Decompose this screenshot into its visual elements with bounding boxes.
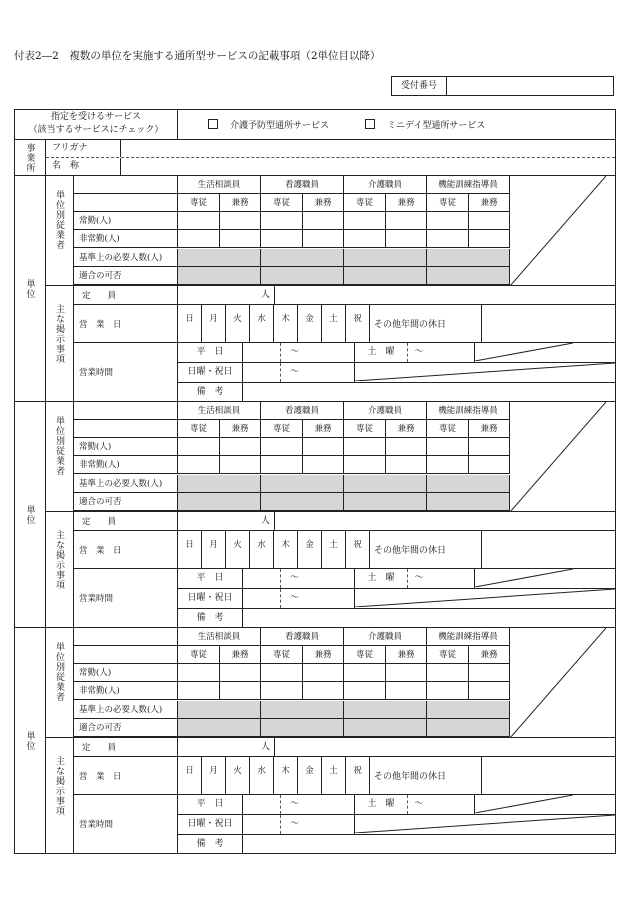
day-mon[interactable]: 月 xyxy=(202,757,226,794)
sen-header: 専従 xyxy=(344,420,386,438)
weekday-end[interactable] xyxy=(308,795,355,814)
staff-cell[interactable] xyxy=(427,664,469,682)
day-thu[interactable]: 木 xyxy=(274,305,298,342)
diagonal-line xyxy=(510,628,606,738)
sunday-end[interactable] xyxy=(308,363,355,382)
remarks-field[interactable] xyxy=(243,835,615,853)
staff-cell-gray[interactable] xyxy=(344,475,427,493)
staff-cell-gray[interactable] xyxy=(178,701,261,719)
info-label-text: 主な掲示事項 xyxy=(54,530,64,590)
staff-cell[interactable] xyxy=(469,456,510,474)
sunday-start[interactable] xyxy=(243,815,281,834)
info-section xyxy=(46,286,615,401)
grid-corner xyxy=(74,628,178,646)
ken-header: 兼務 xyxy=(303,194,344,212)
business-days-label: 営 業 日 xyxy=(74,531,178,568)
staff-cell[interactable] xyxy=(469,212,510,230)
sen-header: 専従 xyxy=(178,194,220,212)
diagonal-cell xyxy=(510,628,615,737)
checkbox-icon[interactable] xyxy=(208,119,218,129)
grid-corner xyxy=(74,646,178,664)
sen-header: 専従 xyxy=(344,646,386,664)
staff-cell[interactable] xyxy=(344,664,386,682)
day-tue[interactable]: 火 xyxy=(226,757,250,794)
row-label: 非常勤(人) xyxy=(74,230,178,248)
row-label: 適合の可否 xyxy=(74,493,178,511)
day-fri[interactable]: 金 xyxy=(298,305,322,342)
staff-cell[interactable] xyxy=(261,212,303,230)
staff-cell-gray[interactable] xyxy=(427,701,510,719)
unit-label xyxy=(15,402,46,627)
role-header: 生活相談員 xyxy=(178,176,261,194)
staff-cell[interactable] xyxy=(303,456,344,474)
row-label: 非常勤(人) xyxy=(74,456,178,474)
role-header: 看護職員 xyxy=(261,176,344,194)
other-holidays-field[interactable] xyxy=(482,305,615,342)
capacity-label: 定 員 xyxy=(74,512,178,530)
staff-cell[interactable] xyxy=(178,438,220,456)
staff-cell[interactable] xyxy=(261,664,303,682)
staff-cell[interactable] xyxy=(427,438,469,456)
tilde: ～ xyxy=(289,347,299,357)
staff-cell-gray[interactable] xyxy=(344,701,427,719)
diagonal-cell xyxy=(510,176,615,285)
staff-cell-gray[interactable] xyxy=(261,249,344,267)
day-sun[interactable]: 日 xyxy=(178,757,202,794)
staff-cell-gray[interactable] xyxy=(344,267,427,285)
saturday-end[interactable] xyxy=(430,795,475,814)
weekday-label: 平 日 xyxy=(178,795,243,814)
day-wed[interactable]: 水 xyxy=(250,757,274,794)
day-tue[interactable]: 火 xyxy=(226,531,250,568)
staff-cell[interactable] xyxy=(344,212,386,230)
office-row xyxy=(15,139,615,175)
service-label xyxy=(15,110,177,139)
page-title: 付表2―2 複数の単位を実施する通所型サービスの記載事項（2単位目以降） xyxy=(14,50,381,62)
day-sat[interactable]: 土 xyxy=(322,531,346,568)
staff-label-text: 単位別従業者 xyxy=(54,642,64,702)
tilde: ～ xyxy=(414,799,424,809)
ken-header: 兼務 xyxy=(386,194,427,212)
day-mon[interactable]: 月 xyxy=(202,305,226,342)
staff-cell[interactable] xyxy=(178,230,220,248)
saturday-label: 土 曜 xyxy=(355,343,408,362)
diagonal-cell xyxy=(355,815,615,834)
staff-cell-gray[interactable] xyxy=(261,267,344,285)
service-option-1[interactable] xyxy=(208,118,329,131)
day-tue[interactable]: 火 xyxy=(226,305,250,342)
weekday-label: 平 日 xyxy=(178,343,243,362)
day-wed[interactable]: 水 xyxy=(250,305,274,342)
row-label: 適合の可否 xyxy=(74,267,178,285)
staff-cell[interactable] xyxy=(220,456,261,474)
day-wed[interactable]: 水 xyxy=(250,531,274,568)
furigana-field[interactable] xyxy=(121,140,615,157)
ken-header: 兼務 xyxy=(469,420,510,438)
staff-cell-gray[interactable] xyxy=(344,719,427,737)
diagonal-line xyxy=(355,815,615,833)
staff-section xyxy=(46,628,615,738)
staff-cell[interactable] xyxy=(386,682,427,700)
business-days-label: 営 業 日 xyxy=(74,757,178,794)
staff-cell[interactable] xyxy=(427,682,469,700)
info-label-text: 主な掲示事項 xyxy=(54,756,64,816)
staff-cell[interactable] xyxy=(261,438,303,456)
weekday-start[interactable] xyxy=(243,569,281,588)
ken-header: 兼務 xyxy=(469,646,510,664)
sen-header: 専従 xyxy=(427,646,469,664)
staff-cell[interactable] xyxy=(303,438,344,456)
tilde: ～ xyxy=(289,367,299,377)
capacity-field[interactable] xyxy=(178,286,275,304)
staff-cell-gray[interactable] xyxy=(261,701,344,719)
staff-cell-gray[interactable] xyxy=(178,719,261,737)
tilde: ～ xyxy=(289,819,299,829)
service-option-2-label: ミニデイ型通所サービス xyxy=(387,121,486,131)
role-header: 看護職員 xyxy=(261,402,344,420)
sunday-holiday-label: 日曜・祝日 xyxy=(178,589,243,608)
staff-cell[interactable] xyxy=(344,438,386,456)
tilde: ～ xyxy=(289,593,299,603)
tilde: ～ xyxy=(289,799,299,809)
other-holidays-field[interactable] xyxy=(482,757,615,794)
diagonal-line xyxy=(475,795,573,813)
ken-header: 兼務 xyxy=(303,646,344,664)
role-header: 介護職員 xyxy=(344,402,427,420)
capacity-field[interactable] xyxy=(178,738,275,756)
weekday-label: 平 日 xyxy=(178,569,243,588)
capacity-unit: 人 xyxy=(260,516,270,526)
day-mon[interactable]: 月 xyxy=(202,531,226,568)
ken-header: 兼務 xyxy=(386,420,427,438)
diagonal-cell xyxy=(475,569,615,588)
sunday-start[interactable] xyxy=(243,589,281,608)
staff-cell[interactable] xyxy=(220,212,261,230)
staff-cell-gray[interactable] xyxy=(344,249,427,267)
grid-corner xyxy=(74,420,178,438)
weekday-start[interactable] xyxy=(243,343,281,362)
sen-header: 専従 xyxy=(427,194,469,212)
business-hours-label: 営業時間 xyxy=(74,795,178,853)
day-checkboxes xyxy=(178,305,370,342)
diagonal-cell xyxy=(355,363,615,382)
staff-cell[interactable] xyxy=(469,682,510,700)
row-label: 非常勤(人) xyxy=(74,682,178,700)
diagonal-cell xyxy=(475,343,615,362)
staff-label xyxy=(46,176,74,285)
sen-header: 専従 xyxy=(261,646,303,664)
office-label xyxy=(15,140,45,175)
service-option-1-label: 介護予防型通所サービス xyxy=(230,121,330,131)
staff-cell[interactable] xyxy=(303,682,344,700)
role-header: 生活相談員 xyxy=(178,628,261,646)
day-fri[interactable]: 金 xyxy=(298,757,322,794)
staff-cell-gray[interactable] xyxy=(427,719,510,737)
service-row xyxy=(15,110,615,139)
day-sat[interactable]: 土 xyxy=(322,305,346,342)
staff-cell[interactable] xyxy=(178,212,220,230)
row-label: 常勤(人) xyxy=(74,664,178,682)
remarks-field[interactable] xyxy=(243,383,615,401)
diagonal-line xyxy=(355,589,615,607)
staff-cell-gray[interactable] xyxy=(427,475,510,493)
staff-section xyxy=(46,402,615,512)
other-holidays-label: その他年間の休日 xyxy=(370,757,482,794)
staff-section xyxy=(46,176,615,286)
name-label: 名 称 xyxy=(46,158,121,175)
receipt-number-field[interactable] xyxy=(447,77,613,95)
saturday-end[interactable] xyxy=(430,343,475,362)
day-checkboxes xyxy=(178,531,370,568)
staff-cell[interactable] xyxy=(386,664,427,682)
sunday-holiday-label: 日曜・祝日 xyxy=(178,815,243,834)
receipt-number-box xyxy=(391,76,614,96)
staff-cell[interactable] xyxy=(344,456,386,474)
info-label xyxy=(46,512,74,627)
diagonal-cell xyxy=(475,795,615,814)
day-holiday[interactable]: 祝 xyxy=(346,305,370,342)
remarks-label: 備 考 xyxy=(178,383,243,401)
remarks-field[interactable] xyxy=(243,609,615,627)
staff-label-text: 単位別従業者 xyxy=(54,416,64,476)
receipt-number-label: 受付番号 xyxy=(392,77,447,95)
staff-cell[interactable] xyxy=(386,230,427,248)
sunday-start[interactable] xyxy=(243,363,281,382)
staff-cell-gray[interactable] xyxy=(178,475,261,493)
saturday-label: 土 曜 xyxy=(355,795,408,814)
grid-corner xyxy=(74,402,178,420)
staff-cell[interactable] xyxy=(469,664,510,682)
ken-header: 兼務 xyxy=(220,646,261,664)
staff-cell[interactable] xyxy=(178,664,220,682)
sen-header: 専従 xyxy=(427,420,469,438)
row-label: 基準上の必要人数(人) xyxy=(74,701,178,719)
unit-label xyxy=(15,628,46,853)
staff-grid xyxy=(74,176,510,285)
diagonal-cell xyxy=(510,402,615,511)
office-fields xyxy=(45,140,615,175)
info-section xyxy=(46,738,615,853)
day-thu[interactable]: 木 xyxy=(274,757,298,794)
row-label: 基準上の必要人数(人) xyxy=(74,475,178,493)
saturday-end[interactable] xyxy=(430,569,475,588)
unit-block xyxy=(15,627,615,853)
diagonal-line xyxy=(510,402,606,512)
ken-header: 兼務 xyxy=(303,420,344,438)
staff-cell-gray[interactable] xyxy=(261,493,344,511)
other-holidays-label: その他年間の休日 xyxy=(370,305,482,342)
service-option-2[interactable] xyxy=(365,118,485,131)
row-label: 常勤(人) xyxy=(74,438,178,456)
unit-label-text: 単位 xyxy=(24,278,35,299)
row-label: 適合の可否 xyxy=(74,719,178,737)
grid-corner xyxy=(74,176,178,194)
staff-cell[interactable] xyxy=(469,438,510,456)
role-header: 看護職員 xyxy=(261,628,344,646)
info-label xyxy=(46,738,74,853)
staff-cell[interactable] xyxy=(386,212,427,230)
staff-label xyxy=(46,402,74,511)
staff-cell[interactable] xyxy=(220,664,261,682)
sen-header: 専従 xyxy=(178,420,220,438)
tilde: ～ xyxy=(289,573,299,583)
staff-cell[interactable] xyxy=(427,230,469,248)
sen-header: 専従 xyxy=(261,194,303,212)
day-sun[interactable]: 日 xyxy=(178,305,202,342)
office-label-text: 事業所 xyxy=(24,142,35,173)
staff-cell[interactable] xyxy=(220,682,261,700)
ken-header: 兼務 xyxy=(386,646,427,664)
row-label: 基準上の必要人数(人) xyxy=(74,249,178,267)
tilde: ～ xyxy=(414,573,424,583)
furigana-label: フリガナ xyxy=(46,140,121,157)
staff-cell[interactable] xyxy=(469,230,510,248)
day-checkboxes xyxy=(178,757,370,794)
unit-label-text: 単位 xyxy=(24,504,35,525)
info-label-text: 主な掲示事項 xyxy=(54,304,64,364)
capacity-unit: 人 xyxy=(260,290,270,300)
staff-grid xyxy=(74,402,510,511)
staff-cell-gray[interactable] xyxy=(344,493,427,511)
staff-cell[interactable] xyxy=(220,230,261,248)
staff-cell[interactable] xyxy=(178,682,220,700)
weekday-start[interactable] xyxy=(243,795,281,814)
name-field[interactable] xyxy=(121,158,615,175)
unit-block xyxy=(15,175,615,401)
sen-header: 専従 xyxy=(344,194,386,212)
unit-label xyxy=(15,176,46,401)
staff-cell-gray[interactable] xyxy=(427,267,510,285)
capacity-blank xyxy=(275,738,615,756)
ken-header: 兼務 xyxy=(469,194,510,212)
sunday-end[interactable] xyxy=(308,815,355,834)
day-fri[interactable]: 金 xyxy=(298,531,322,568)
sen-header: 専従 xyxy=(178,646,220,664)
role-header: 機能訓練指導員 xyxy=(427,402,510,420)
day-holiday[interactable]: 祝 xyxy=(346,757,370,794)
staff-cell-gray[interactable] xyxy=(178,249,261,267)
saturday-label: 土 曜 xyxy=(355,569,408,588)
other-holidays-field[interactable] xyxy=(482,531,615,568)
business-hours-label: 営業時間 xyxy=(74,343,178,401)
capacity-blank xyxy=(275,286,615,304)
service-options xyxy=(177,110,615,139)
staff-label xyxy=(46,628,74,737)
tilde: ～ xyxy=(414,347,424,357)
day-holiday[interactable]: 祝 xyxy=(346,531,370,568)
staff-cell[interactable] xyxy=(303,230,344,248)
capacity-blank xyxy=(275,512,615,530)
day-thu[interactable]: 木 xyxy=(274,531,298,568)
row-label: 常勤(人) xyxy=(74,212,178,230)
ken-header: 兼務 xyxy=(220,194,261,212)
other-holidays-label: その他年間の休日 xyxy=(370,531,482,568)
staff-cell[interactable] xyxy=(344,230,386,248)
weekday-end[interactable] xyxy=(308,343,355,362)
diagonal-line xyxy=(475,569,573,587)
staff-cell[interactable] xyxy=(178,456,220,474)
remarks-label: 備 考 xyxy=(178,835,243,853)
unit-block xyxy=(15,401,615,627)
staff-cell-gray[interactable] xyxy=(427,493,510,511)
staff-cell[interactable] xyxy=(303,212,344,230)
info-label xyxy=(46,286,74,401)
staff-grid xyxy=(74,628,510,737)
staff-cell[interactable] xyxy=(261,456,303,474)
staff-cell-gray[interactable] xyxy=(261,719,344,737)
staff-cell[interactable] xyxy=(261,682,303,700)
service-label-line2: （該当するサービスにチェック） xyxy=(28,125,164,135)
business-days-label: 営 業 日 xyxy=(74,305,178,342)
weekday-end[interactable] xyxy=(308,569,355,588)
role-header: 介護職員 xyxy=(344,628,427,646)
diagonal-line xyxy=(355,363,615,381)
role-header: 介護職員 xyxy=(344,176,427,194)
capacity-field[interactable] xyxy=(178,512,275,530)
diagonal-line xyxy=(475,343,573,361)
sunday-holiday-label: 日曜・祝日 xyxy=(178,363,243,382)
diagonal-cell xyxy=(355,589,615,608)
staff-cell[interactable] xyxy=(303,664,344,682)
staff-cell-gray[interactable] xyxy=(427,249,510,267)
role-header: 生活相談員 xyxy=(178,402,261,420)
ken-header: 兼務 xyxy=(220,420,261,438)
role-header: 機能訓練指導員 xyxy=(427,628,510,646)
staff-cell[interactable] xyxy=(427,456,469,474)
staff-cell[interactable] xyxy=(344,682,386,700)
info-section xyxy=(46,512,615,627)
staff-cell[interactable] xyxy=(261,230,303,248)
sunday-end[interactable] xyxy=(308,589,355,608)
staff-cell[interactable] xyxy=(386,456,427,474)
form-table xyxy=(14,109,616,854)
grid-corner xyxy=(74,194,178,212)
sen-header: 専従 xyxy=(261,420,303,438)
staff-cell-gray[interactable] xyxy=(178,267,261,285)
day-sat[interactable]: 土 xyxy=(322,757,346,794)
remarks-label: 備 考 xyxy=(178,609,243,627)
diagonal-line xyxy=(510,176,606,286)
staff-cell[interactable] xyxy=(386,438,427,456)
staff-label-text: 単位別従業者 xyxy=(54,190,64,250)
capacity-label: 定 員 xyxy=(74,286,178,304)
capacity-unit: 人 xyxy=(260,742,270,752)
day-sun[interactable]: 日 xyxy=(178,531,202,568)
unit-label-text: 単位 xyxy=(24,730,35,751)
service-label-line1: 指定を受けるサービス xyxy=(50,112,141,122)
staff-cell[interactable] xyxy=(220,438,261,456)
staff-cell-gray[interactable] xyxy=(261,475,344,493)
capacity-label: 定 員 xyxy=(74,738,178,756)
checkbox-icon[interactable] xyxy=(365,119,375,129)
role-header: 機能訓練指導員 xyxy=(427,176,510,194)
business-hours-label: 営業時間 xyxy=(74,569,178,627)
staff-cell-gray[interactable] xyxy=(178,493,261,511)
staff-cell[interactable] xyxy=(427,212,469,230)
